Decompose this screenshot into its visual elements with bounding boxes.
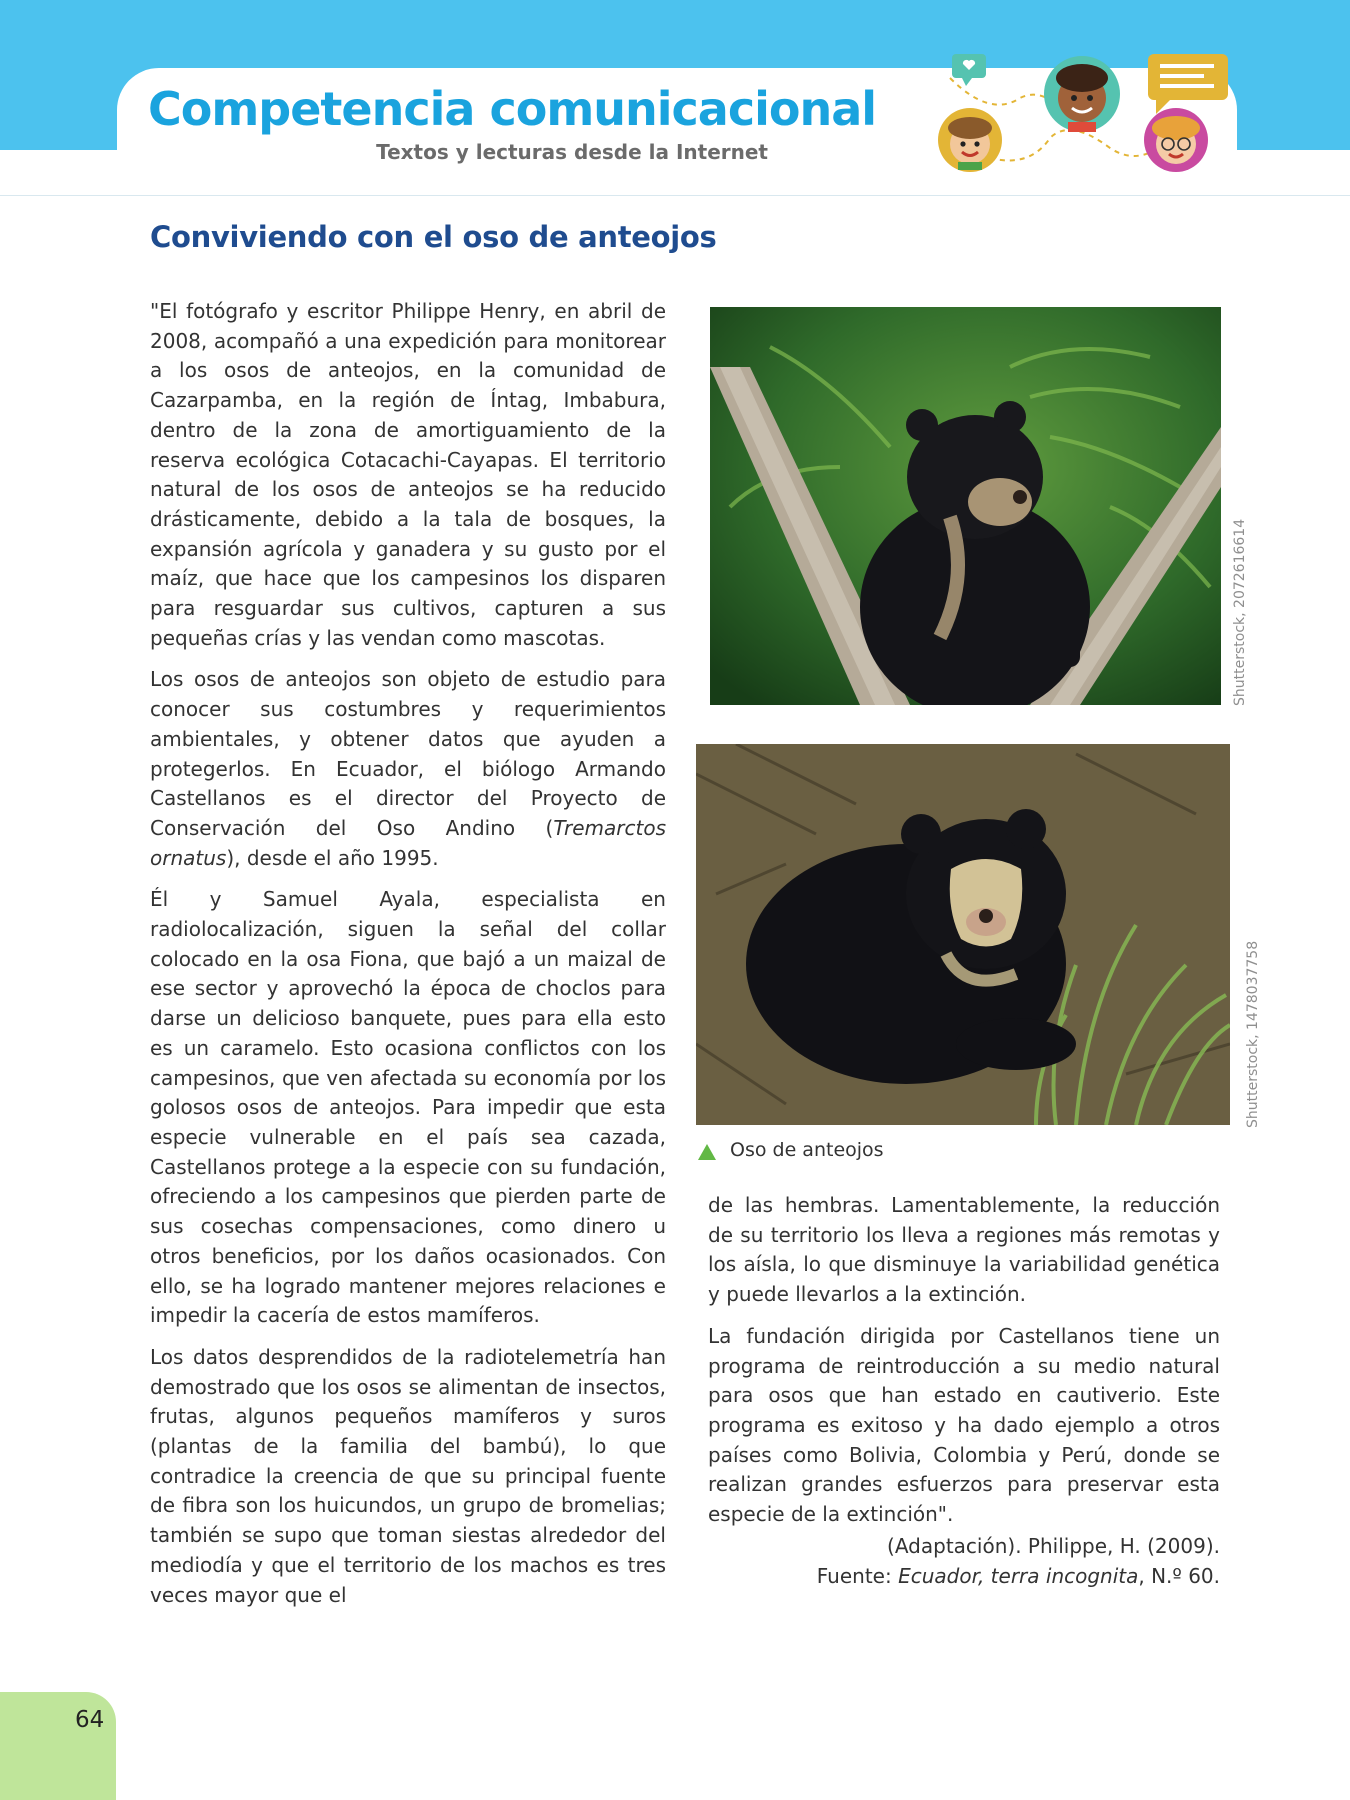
paragraph-6: La fundación dirigida por Castellanos tiene un programa de reintroducción a su medio natural para osos que han estado en cautiverio. Este programa es exitoso y ha dado ejemplo a otros países como Bolivia, Colombia y Perú, donde se realizan grandes esfuerzos para preservar esta especie de la extinción". [708, 1323, 1220, 1527]
source-label: Fuente: [816, 1564, 899, 1588]
bear-photo-standing [710, 307, 1221, 705]
paragraph-4: Los datos desprendidos de la radiotelemetría han demostrado que los osos se alimentan de insectos, frutas, algunos pequeños mamíferos y suros (plantas de la familia del bambú), lo que contradice la creencia de que su principal fuente de fibra son los huicundos, un grupo de bromelias; también se supo que toman siestas alrededor del mediodía y que el territorio de los machos es tres veces mayor que el [150, 1344, 666, 1607]
chat-bubble-icon [1148, 54, 1228, 114]
boy2-avatar-icon [938, 108, 1002, 172]
paragraph-2-end: ), desde el año 1995. [226, 845, 439, 870]
page-number: 64 [75, 1707, 105, 1733]
photo-credit-2: Shutterstock, 1478037758 [1245, 940, 1261, 1128]
paragraph-2-text: Los osos de anteojos son objeto de estudio para conocer sus costumbres y requerimientos ambientales, y obtener datos que ayuden a protegerlos. En Ecuador, el biólogo Armando Castellanos es el director del Proyecto de Conservación del Oso Andino ( [150, 667, 666, 840]
paragraph-1: "El fotógrafo y escritor Philippe Henry, en abril de 2008, acompañó a una expedición para monitorear a los osos de anteojos, en la comunidad de Cazarpamba, en la región de Íntag, Imbabura, dentro de la zona de amortiguamiento de la reserva ecológica Cotacachi-Cayapas. El territorio natural de los osos de anteojos se ha reducido drásticamente, debido a la tala de bosques, la expansión agrícola y ganadera y su gusto por el maíz, que hace que los campesinos los disparen para resguardar sus cultivos, capturen a sus pequeñas crías y las vendan como mascotas. [150, 299, 666, 650]
heart-bubble-icon [952, 54, 986, 86]
boy-avatar-icon [1044, 56, 1120, 132]
source-number: , N.º 60. [1138, 1564, 1220, 1588]
paragraph-3: Él y Samuel Ayala, especialista en radiolocalización, siguen la señal del collar colocado en la osa Fiona, que bajó a un maizal de ese sector y aprovechó la época de choclos para darse un delicioso banquete, pues para ella esto es un caramelo. Esto ocasiona conflictos con los campesinos, que ven afectada su economía por los golosos osos de anteojos. Para impedir que esta especie vulnerable en el país sea cazada, Castellanos protege a la especie con su fundación, ofreciendo a los campesinos que pierden parte de sus cosechas compensaciones, como dinero u otros beneficios, por los daños ocasionados. Con ello, se ha logrado mantener mejores relaciones e impedir la cacería de estos mamíferos. [150, 887, 666, 1328]
dotted-path [990, 130, 1170, 161]
kids-illustration [930, 48, 1230, 198]
species-name: Tremarctos ornatus [150, 815, 666, 870]
girl-avatar-icon [1144, 108, 1208, 172]
photo-caption: Oso de anteojos [730, 1139, 884, 1161]
reference [817, 1531, 1220, 1591]
article-title: Conviviendo con el oso de anteojos [150, 220, 717, 254]
reference-line: (Adaptación). Philippe, H. (2009). [887, 1534, 1220, 1558]
source-title: Ecuador, terra incognita [898, 1564, 1139, 1588]
caption-triangle-icon [697, 1143, 717, 1161]
paragraph-5: de las hembras. Lamentablemente, la reducción de su territorio los lleva a regiones más remotas y los aísla, lo que disminuye la variabilidad genética y puede llevarlos a la extinción. [708, 1193, 1220, 1307]
photo-credit-1: Shutterstock, 2072616614 [1232, 518, 1248, 706]
left-column [150, 297, 666, 1622]
bear-photo-lying [696, 744, 1230, 1125]
section-subtitle: Textos y lecturas desde la Internet [376, 140, 768, 164]
right-column [708, 1191, 1220, 1542]
source-line [817, 1561, 1220, 1591]
paragraph-2 [150, 665, 666, 873]
section-title: Competencia comunicacional [148, 82, 877, 136]
